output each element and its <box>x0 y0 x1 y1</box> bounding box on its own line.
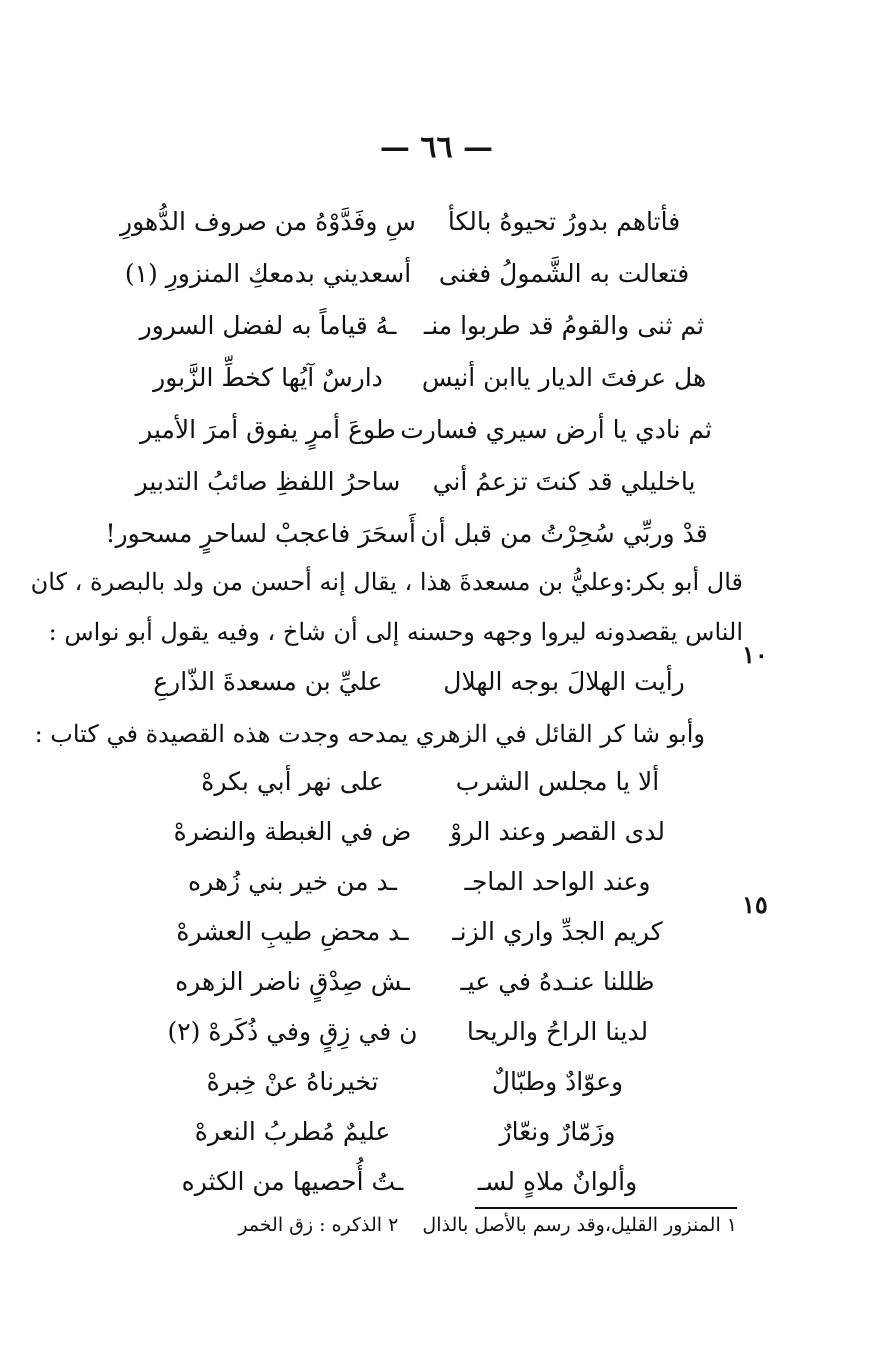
verse <box>160 1056 690 1108</box>
verse <box>160 956 690 1008</box>
verse-hemistich-second: ـهُ قياماً به لفضل السرور <box>139 311 397 340</box>
verse-hemistich-first: ثم ثنى والقومُ قد طربوا منـ <box>423 311 705 340</box>
verse <box>160 1156 690 1208</box>
verse-hemistich-first: هل عرفتَ الديار ياابن أنيس <box>421 363 707 392</box>
verse-hemistich-second: عليمٌ مُطربُ النعرهْ <box>194 1117 391 1146</box>
footnote-2: ٢ الذكره : زق الخمر <box>238 1214 399 1236</box>
verse-hemistich-second: ـش صِدْقٍ ناضر الزهره <box>175 967 410 996</box>
verse-hemistich-first: وألوانٌ ملاهٍ لسـ <box>477 1167 638 1196</box>
verse-hemistich-first: فأتاهم بدورُ تحيوهُ بالكأ <box>447 207 681 236</box>
verse <box>160 806 690 858</box>
verse-hemistich-second: أَسحَرَ فاعجبْ لساحرٍ مسحور! <box>105 519 416 548</box>
verse <box>120 456 712 508</box>
verse-hemistich-first: رأيت الهلالَ بوجه الهلال <box>443 667 685 696</box>
verse <box>160 756 690 808</box>
single-verse <box>120 656 712 708</box>
verse-hemistich-second: سِ وفَدَّوْهُ من صروف الدُّهورِ <box>120 207 416 236</box>
verse <box>160 856 690 908</box>
verse-hemistich-first: وعند الواحد الماجـ <box>464 867 651 896</box>
verse <box>105 508 712 560</box>
footnotes <box>225 1210 737 1240</box>
verse-hemistich-second: دارسٌ آيُها كخطِّ الزَّبور <box>153 363 383 392</box>
prose-line: الناس يقصدونه ليروا وجهه وحسنه إلى أن شاخ ، وفيه يقول أبو نواس : <box>48 618 743 646</box>
verse-hemistich-first: ظللنا عنـدهُ في عيـ <box>460 967 655 996</box>
verse-hemistich-first: ياخليلي قد كنتَ تزعمُ أني <box>432 467 696 496</box>
verse <box>120 404 712 456</box>
verse-hemistich-second: أسعديني بدمعكِ المنزورِ (١) <box>124 259 412 288</box>
verse <box>120 352 712 404</box>
verse-hemistich-first: وزَمّارٌ ونعّارٌ <box>499 1117 616 1146</box>
verse-hemistich-second: طوعَ أمرٍ يفوق أمرَ الأمير <box>140 415 396 444</box>
line-number-10: ١٠ <box>742 640 768 669</box>
prose-line: وأبو شا كر القائل في الزهري يمدحه وجدت هذه القصيدة في كتاب : <box>34 720 705 748</box>
verse-hemistich-first: فتعالت به الشَّمولُ فغنى <box>438 259 690 288</box>
verse <box>120 248 712 300</box>
footnote-divider <box>475 1207 737 1209</box>
line-number-15: ١٥ <box>742 890 768 919</box>
prose-line: قال أبو بكر:وعليُّ بن مسعدةَ هذا ، يقال إنه أحسن من ولد بالبصرة ، كان <box>30 568 743 596</box>
verse-hemistich-second: ساحرُ اللفظِ صائبُ التدبير <box>135 467 401 496</box>
verse-hemistich-first: قدْ وربِّي سُحِرْتُ من قبل أن <box>420 519 708 548</box>
verse <box>120 300 712 352</box>
verse <box>160 906 690 958</box>
verse <box>160 1006 690 1058</box>
verse-hemistich-first: لدى القصر وعند الروْ <box>450 817 665 846</box>
verse-hemistich-first: كريم الجدِّ واري الزنـ <box>452 917 663 946</box>
page-number: — ٦٦ — <box>379 130 494 165</box>
verse-hemistich-first: ألا يا مجلس الشرب <box>455 767 660 796</box>
verse-hemistich-second: ـد من خير بني زُهره <box>188 867 397 896</box>
verse <box>120 196 712 248</box>
verse-hemistich-second: ـد محضِ طيبِ العشرهْ <box>176 917 409 946</box>
verse-hemistich-second: على نهر أبي بكرهْ <box>201 767 384 796</box>
verse-hemistich-first: وعوّادٌ وطبّالٌ <box>491 1067 624 1096</box>
verse-hemistich-second: ن في زِقٍ وفي ذُكَرهْ (٢) <box>167 1017 418 1046</box>
verse-hemistich-second: عليِّ بن مسعدةَ الذّارعِ <box>153 667 383 696</box>
verse-hemistich-first: ثم نادي يا أرض سيري فسارت <box>400 415 712 444</box>
verse-hemistich-second: تخيرناهُ عنْ خِبرهْ <box>206 1067 379 1096</box>
verse-hemistich-second: ض في الغبطة والنضرهْ <box>173 817 412 846</box>
footnote-1: ١ المنزور القليل،وقد رسم بالأصل بالذال <box>422 1214 737 1236</box>
verse-hemistich-second: ـتُ أُحصيها من الكثره <box>181 1167 404 1196</box>
verse <box>160 1106 690 1158</box>
verse-hemistich-first: لدينا الراحُ والريحا <box>466 1017 649 1046</box>
